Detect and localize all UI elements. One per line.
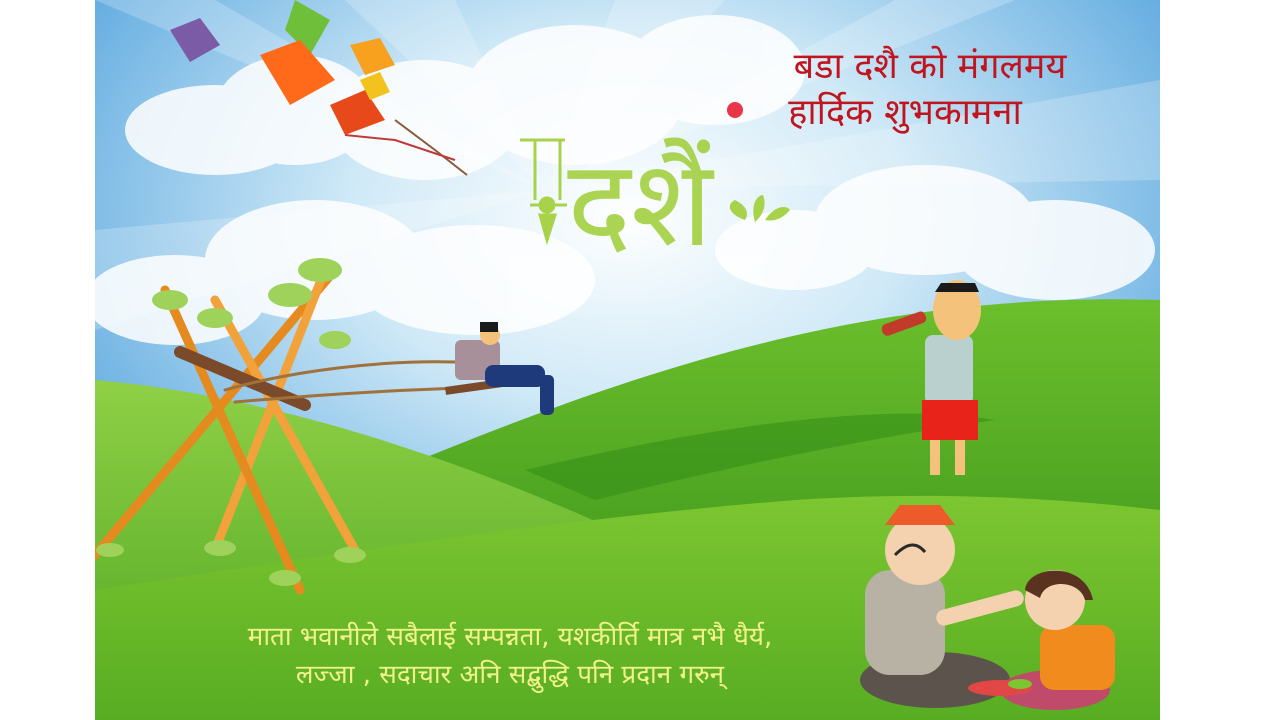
blessing-line-1: माता भवानीले सबैलाई सम्पन्नता, यशकीर्ति मात्र नभै धैर्य,	[247, 622, 773, 652]
dashain-logo-text: दशैं	[567, 135, 713, 274]
greeting-line-2: हार्दिक शुभकामना	[788, 92, 1022, 133]
greeting-heading	[700, 44, 1160, 136]
blessing-text	[150, 618, 870, 694]
blessing-line-2: लज्जा , सदाचार अनि सद्बुद्धि पनि प्रदान गरुन्	[295, 660, 725, 690]
greeting-line-1: बडा दशै को मंगलमय	[793, 46, 1067, 87]
